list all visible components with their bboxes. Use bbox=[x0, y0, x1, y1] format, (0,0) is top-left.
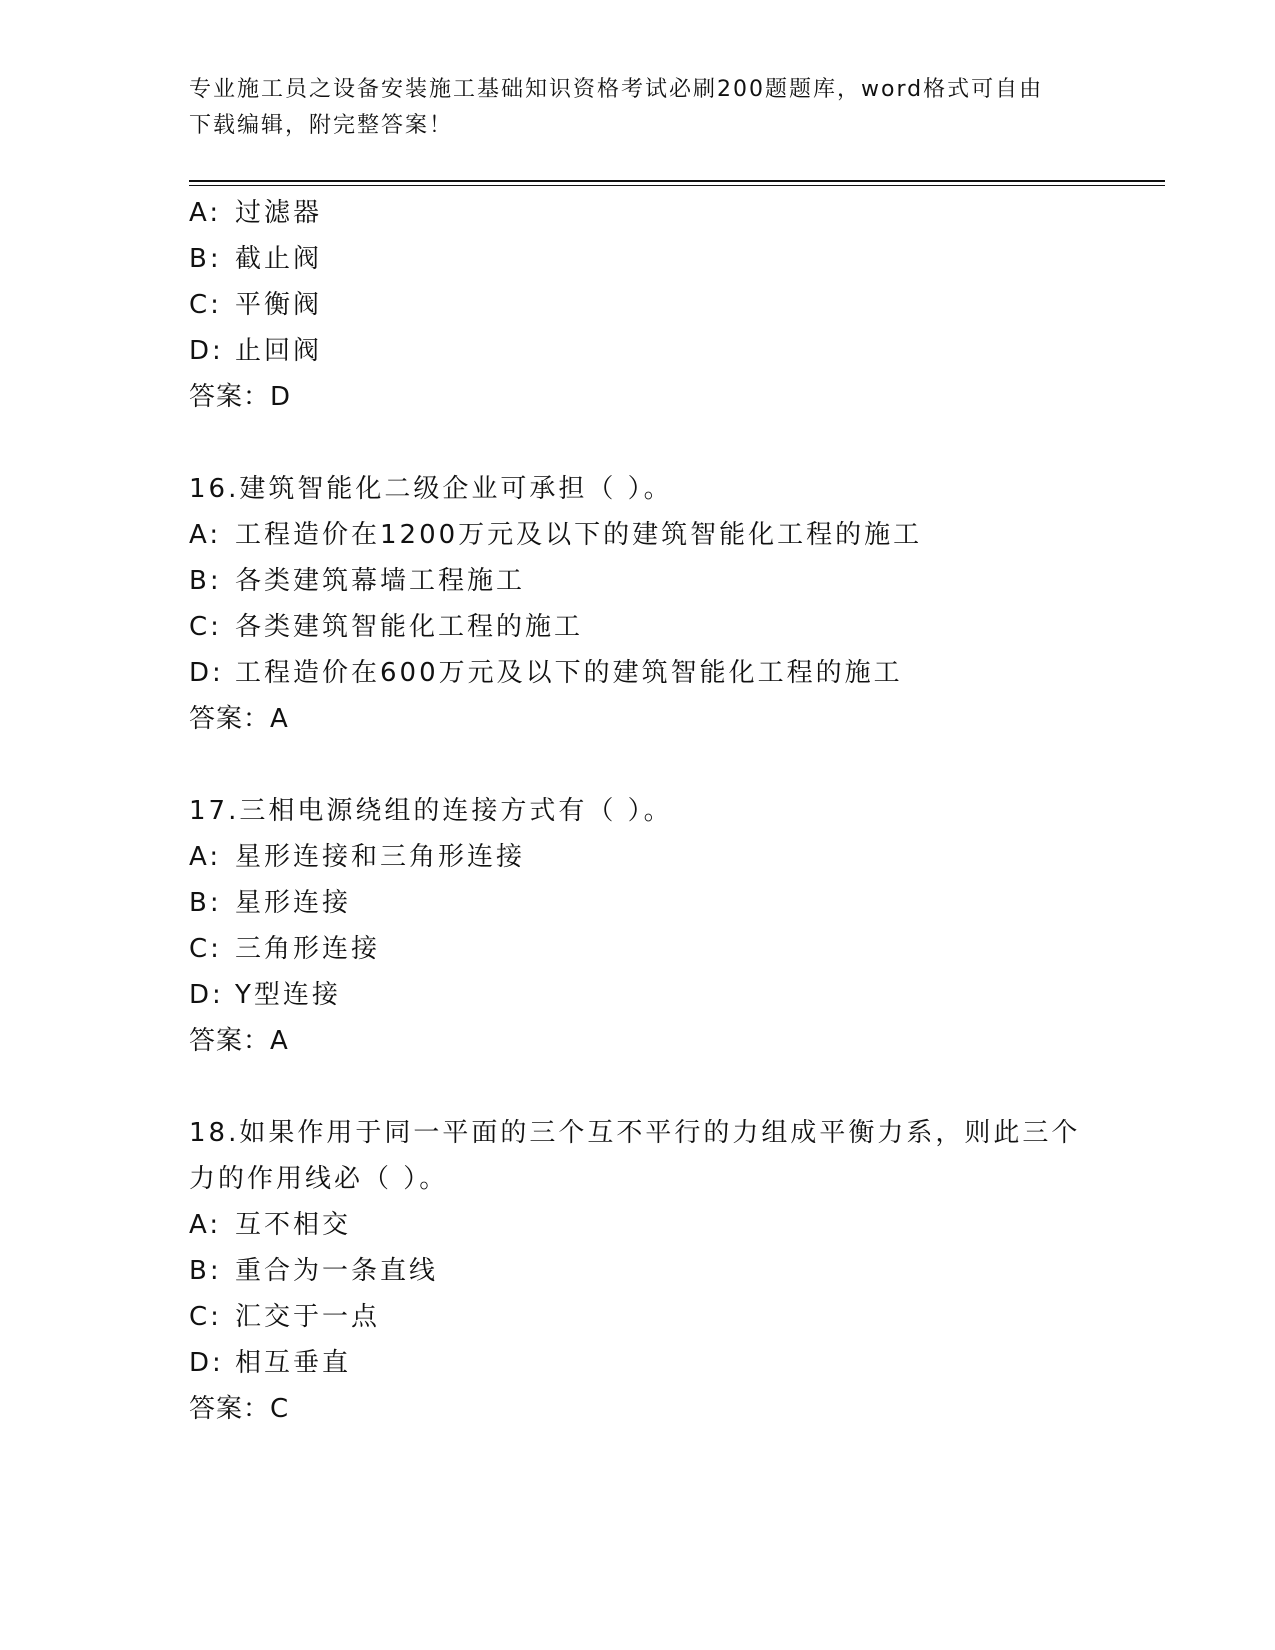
option-text: 平衡阀 bbox=[235, 290, 323, 320]
option-text: 各类建筑智能化工程的施工 bbox=[235, 612, 584, 642]
option-key: B: bbox=[189, 888, 222, 918]
option-text: 星形连接 bbox=[235, 888, 352, 918]
page-header bbox=[189, 72, 1089, 144]
option-text: 相互垂直 bbox=[235, 1348, 352, 1378]
option-text: 截止阀 bbox=[235, 244, 323, 274]
option-text: 互不相交 bbox=[235, 1210, 352, 1240]
option-b bbox=[189, 880, 1149, 926]
question-stem-continued: 力的作用线必（ ）。 bbox=[189, 1164, 449, 1194]
question-stem: 16.建筑智能化二级企业可承担（ ）。 bbox=[189, 474, 673, 504]
spacer bbox=[189, 742, 1149, 788]
header-divider bbox=[189, 180, 1165, 186]
spacer bbox=[189, 420, 1149, 466]
option-c bbox=[189, 282, 1149, 328]
option-key: C: bbox=[189, 1302, 222, 1332]
option-a bbox=[189, 1202, 1149, 1248]
option-b bbox=[189, 236, 1149, 282]
question-block-prev bbox=[189, 190, 1149, 420]
option-key: A: bbox=[189, 842, 222, 872]
option-d bbox=[189, 1340, 1149, 1386]
header-line-2: 下载编辑，附完整答案！ bbox=[189, 113, 454, 138]
header-line-1: 专业施工员之设备安装施工基础知识资格考试必刷200题题库，word格式可自由 bbox=[189, 77, 1044, 102]
question-stem: 18.如果作用于同一平面的三个互不平行的力组成平衡力系，则此三个 bbox=[189, 1118, 1081, 1148]
option-a bbox=[189, 834, 1149, 880]
answer-line: 答案：C bbox=[189, 1394, 290, 1424]
option-d bbox=[189, 650, 1149, 696]
option-b bbox=[189, 558, 1149, 604]
option-key: D: bbox=[189, 980, 224, 1010]
option-c bbox=[189, 926, 1149, 972]
option-a bbox=[189, 512, 1149, 558]
option-text: 工程造价在1200万元及以下的建筑智能化工程的施工 bbox=[235, 520, 923, 550]
answer-line: 答案：A bbox=[189, 704, 289, 734]
option-key: D: bbox=[189, 336, 224, 366]
option-b bbox=[189, 1248, 1149, 1294]
option-key: C: bbox=[189, 934, 222, 964]
option-key: B: bbox=[189, 1256, 222, 1286]
option-key: C: bbox=[189, 612, 222, 642]
option-c bbox=[189, 1294, 1149, 1340]
option-key: D: bbox=[189, 658, 224, 688]
option-key: C: bbox=[189, 290, 222, 320]
option-text: 星形连接和三角形连接 bbox=[235, 842, 526, 872]
option-key: D: bbox=[189, 1348, 224, 1378]
option-key: A: bbox=[189, 198, 222, 228]
option-d bbox=[189, 328, 1149, 374]
option-c bbox=[189, 604, 1149, 650]
answer-line: 答案：D bbox=[189, 382, 292, 412]
question-stem: 17.三相电源绕组的连接方式有（ ）。 bbox=[189, 796, 673, 826]
option-key: B: bbox=[189, 566, 222, 596]
question-block-17 bbox=[189, 788, 1149, 1064]
option-text: Y型连接 bbox=[235, 980, 341, 1010]
option-text: 止回阀 bbox=[235, 336, 323, 366]
option-key: A: bbox=[189, 520, 222, 550]
question-list bbox=[189, 190, 1149, 1432]
answer-line: 答案：A bbox=[189, 1026, 289, 1056]
option-a bbox=[189, 190, 1149, 236]
option-text: 工程造价在600万元及以下的建筑智能化工程的施工 bbox=[235, 658, 903, 688]
spacer bbox=[189, 1064, 1149, 1110]
option-key: B: bbox=[189, 244, 222, 274]
option-key: A: bbox=[189, 1210, 222, 1240]
option-text: 汇交于一点 bbox=[235, 1302, 381, 1332]
option-d bbox=[189, 972, 1149, 1018]
option-text: 过滤器 bbox=[235, 198, 323, 228]
option-text: 三角形连接 bbox=[235, 934, 381, 964]
option-text: 重合为一条直线 bbox=[235, 1256, 439, 1286]
option-text: 各类建筑幕墙工程施工 bbox=[235, 566, 526, 596]
question-block-18 bbox=[189, 1110, 1149, 1432]
question-block-16 bbox=[189, 466, 1149, 742]
